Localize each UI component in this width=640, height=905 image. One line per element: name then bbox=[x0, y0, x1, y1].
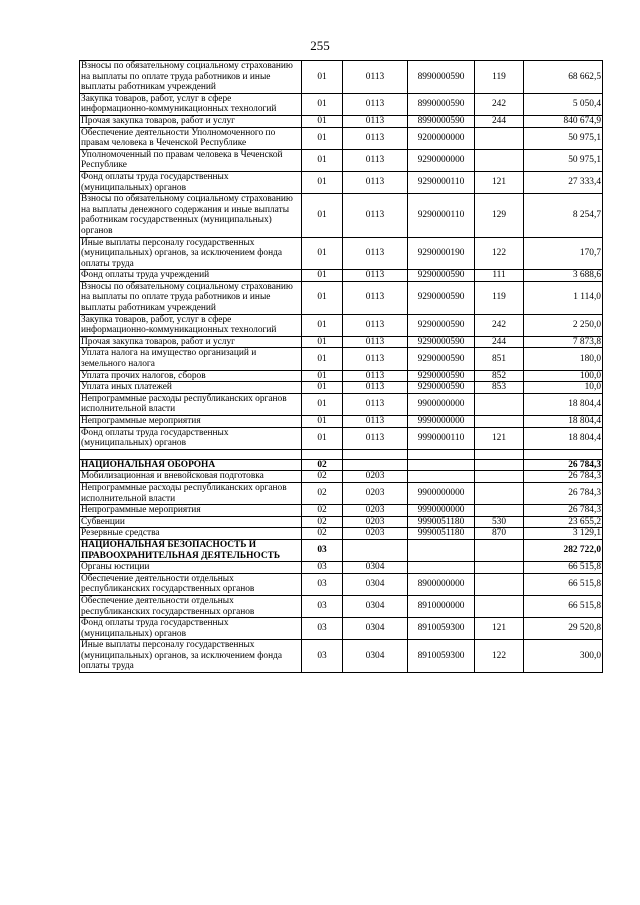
row-name-cell: Мобилизационная и вневойсковая подготовка bbox=[80, 471, 302, 483]
row-target-article-cell: 9290000190 bbox=[408, 237, 475, 270]
row-amount-cell: 1 114,0 bbox=[524, 281, 603, 314]
budget-table bbox=[79, 60, 603, 673]
row-target-article-cell: 9290000590 bbox=[408, 336, 475, 348]
row-amount-cell: 2 250,0 bbox=[524, 314, 603, 336]
row-section-cell: 03 bbox=[302, 618, 343, 640]
row-subsection-cell: 0113 bbox=[343, 61, 408, 94]
row-name-cell: Субвенции bbox=[80, 516, 302, 528]
row-target-article-cell: 9900000000 bbox=[408, 482, 475, 504]
row-section-cell: 02 bbox=[302, 459, 343, 471]
row-target-article-cell bbox=[408, 539, 475, 561]
row-target-article-cell: 8990000590 bbox=[408, 93, 475, 115]
row-target-article-cell bbox=[408, 471, 475, 483]
row-subsection-cell: 0113 bbox=[343, 370, 408, 382]
row-expense-type-cell bbox=[475, 449, 524, 459]
table-row bbox=[80, 482, 603, 504]
row-name-cell: Закупка товаров, работ, услуг в сфере информационно-коммуникационных технологий bbox=[80, 314, 302, 336]
row-target-article-cell bbox=[408, 459, 475, 471]
row-name-cell: Закупка товаров, работ, услуг в сфере информационно-коммуникационных технологий bbox=[80, 93, 302, 115]
row-amount-cell: 50 975,1 bbox=[524, 149, 603, 171]
row-name-cell: Взносы по обязательному социальному страхованию на выплаты денежного содержания и иные выплаты работникам государственных (муниципальных) органов bbox=[80, 194, 302, 237]
row-expense-type-cell bbox=[475, 416, 524, 428]
row-amount-cell: 26 784,3 bbox=[524, 482, 603, 504]
row-amount-cell: 8 254,7 bbox=[524, 194, 603, 237]
table-row bbox=[80, 573, 603, 595]
row-amount-cell: 66 515,8 bbox=[524, 562, 603, 574]
table-row bbox=[80, 505, 603, 517]
row-subsection-cell: 0113 bbox=[343, 237, 408, 270]
row-target-article-cell: 9990051180 bbox=[408, 516, 475, 528]
row-expense-type-cell bbox=[475, 539, 524, 561]
row-subsection-cell bbox=[343, 539, 408, 561]
row-subsection-cell: 0113 bbox=[343, 393, 408, 415]
row-section-cell: 01 bbox=[302, 393, 343, 415]
row-section-cell: 01 bbox=[302, 370, 343, 382]
row-amount-cell: 100,0 bbox=[524, 370, 603, 382]
row-name-cell: Фонд оплаты труда государственных (муниципальных) органов bbox=[80, 618, 302, 640]
row-name-cell: Взносы по обязательному социальному страхованию на выплаты по оплате труда работников и иные выплаты работникам учреждений bbox=[80, 61, 302, 94]
row-amount-cell: 26 784,3 bbox=[524, 505, 603, 517]
row-section-cell: 01 bbox=[302, 314, 343, 336]
table-row bbox=[80, 382, 603, 394]
row-section-cell: 03 bbox=[302, 562, 343, 574]
row-subsection-cell: 0113 bbox=[343, 171, 408, 193]
table-row bbox=[80, 127, 603, 149]
row-section-cell: 01 bbox=[302, 416, 343, 428]
row-expense-type-cell bbox=[475, 127, 524, 149]
row-amount-cell: 68 662,5 bbox=[524, 61, 603, 94]
row-subsection-cell: 0113 bbox=[343, 416, 408, 428]
row-name-cell: Резервные средства bbox=[80, 528, 302, 540]
row-subsection-cell: 0304 bbox=[343, 562, 408, 574]
row-amount-cell: 282 722,0 bbox=[524, 539, 603, 561]
row-name-cell: Иные выплаты персоналу государственных (муниципальных) органов, за исключением фонда оплаты труда bbox=[80, 640, 302, 673]
table-row bbox=[80, 171, 603, 193]
row-name-cell: Обеспечение деятельности отдельных республиканских государственных органов bbox=[80, 573, 302, 595]
row-subsection-cell: 0203 bbox=[343, 528, 408, 540]
row-subsection-cell: 0113 bbox=[343, 382, 408, 394]
row-expense-type-cell bbox=[475, 149, 524, 171]
row-amount-cell: 27 333,4 bbox=[524, 171, 603, 193]
row-expense-type-cell: 119 bbox=[475, 61, 524, 94]
row-subsection-cell: 0113 bbox=[343, 270, 408, 282]
page-number: 255 bbox=[310, 38, 330, 53]
row-section-cell bbox=[302, 449, 343, 459]
row-amount-cell: 3 688,6 bbox=[524, 270, 603, 282]
row-amount-cell: 5 050,4 bbox=[524, 93, 603, 115]
row-expense-type-cell bbox=[475, 595, 524, 617]
row-name-cell: Непрограммные мероприятия bbox=[80, 505, 302, 517]
table-row bbox=[80, 93, 603, 115]
row-target-article-cell: 9290000590 bbox=[408, 270, 475, 282]
row-name-cell: Прочая закупка товаров, работ и услуг bbox=[80, 336, 302, 348]
row-expense-type-cell bbox=[475, 505, 524, 517]
row-target-article-cell bbox=[408, 449, 475, 459]
row-target-article-cell: 8990000590 bbox=[408, 61, 475, 94]
row-expense-type-cell: 121 bbox=[475, 427, 524, 449]
table-row bbox=[80, 281, 603, 314]
row-expense-type-cell: 853 bbox=[475, 382, 524, 394]
row-target-article-cell: 8990000590 bbox=[408, 115, 475, 127]
row-target-article-cell: 8910059300 bbox=[408, 618, 475, 640]
row-section-cell: 01 bbox=[302, 427, 343, 449]
row-expense-type-cell: 852 bbox=[475, 370, 524, 382]
table-row bbox=[80, 516, 603, 528]
row-section-cell: 01 bbox=[302, 93, 343, 115]
row-subsection-cell: 0304 bbox=[343, 595, 408, 617]
row-name-cell: НАЦИОНАЛЬНАЯ ОБОРОНА bbox=[80, 459, 302, 471]
row-section-cell: 03 bbox=[302, 640, 343, 673]
row-name-cell: Обеспечение деятельности отдельных республиканских государственных органов bbox=[80, 595, 302, 617]
row-name-cell: Фонд оплаты труда государственных (муниципальных) органов bbox=[80, 171, 302, 193]
table-row bbox=[80, 416, 603, 428]
row-subsection-cell: 0113 bbox=[343, 115, 408, 127]
row-expense-type-cell: 530 bbox=[475, 516, 524, 528]
table-row bbox=[80, 149, 603, 171]
row-name-cell: Уполномоченный по правам человека в Чеченской Республике bbox=[80, 149, 302, 171]
row-name-cell: Непрограммные расходы республиканских органов исполнительной власти bbox=[80, 482, 302, 504]
row-name-cell: Фонд оплаты труда государственных (муниципальных) органов bbox=[80, 427, 302, 449]
row-section-cell: 03 bbox=[302, 573, 343, 595]
row-target-article-cell: 9990000000 bbox=[408, 505, 475, 517]
row-subsection-cell bbox=[343, 459, 408, 471]
row-section-cell: 01 bbox=[302, 194, 343, 237]
row-name-cell: Обеспечение деятельности Уполномоченного по правам человека в Чеченской Республике bbox=[80, 127, 302, 149]
row-target-article-cell: 9290000110 bbox=[408, 194, 475, 237]
row-subsection-cell: 0304 bbox=[343, 640, 408, 673]
row-amount-cell: 66 515,8 bbox=[524, 573, 603, 595]
row-subsection-cell: 0113 bbox=[343, 427, 408, 449]
row-expense-type-cell bbox=[475, 562, 524, 574]
row-target-article-cell: 9200000000 bbox=[408, 127, 475, 149]
row-subsection-cell: 0203 bbox=[343, 516, 408, 528]
row-amount-cell: 10,0 bbox=[524, 382, 603, 394]
row-section-cell: 01 bbox=[302, 270, 343, 282]
row-target-article-cell: 9290000000 bbox=[408, 149, 475, 171]
row-section-cell: 01 bbox=[302, 348, 343, 370]
table-row bbox=[80, 61, 603, 94]
row-target-article-cell: 9290000590 bbox=[408, 281, 475, 314]
row-expense-type-cell: 129 bbox=[475, 194, 524, 237]
table-row bbox=[80, 471, 603, 483]
row-amount-cell: 18 804,4 bbox=[524, 393, 603, 415]
row-section-cell: 02 bbox=[302, 471, 343, 483]
row-target-article-cell: 9990000110 bbox=[408, 427, 475, 449]
row-amount-cell: 180,0 bbox=[524, 348, 603, 370]
row-section-cell: 01 bbox=[302, 382, 343, 394]
row-target-article-cell: 9290000590 bbox=[408, 348, 475, 370]
row-expense-type-cell: 244 bbox=[475, 336, 524, 348]
row-subsection-cell: 0113 bbox=[343, 281, 408, 314]
row-subsection-cell bbox=[343, 449, 408, 459]
row-amount-cell: 170,7 bbox=[524, 237, 603, 270]
table-row bbox=[80, 595, 603, 617]
row-target-article-cell: 9290000590 bbox=[408, 314, 475, 336]
table-row bbox=[80, 393, 603, 415]
row-name-cell: Органы юстиции bbox=[80, 562, 302, 574]
table-row bbox=[80, 348, 603, 370]
row-target-article-cell: 8910000000 bbox=[408, 595, 475, 617]
row-target-article-cell: 8910059300 bbox=[408, 640, 475, 673]
row-section-cell: 01 bbox=[302, 127, 343, 149]
row-section-cell: 02 bbox=[302, 528, 343, 540]
row-section-cell: 03 bbox=[302, 539, 343, 561]
row-amount-cell: 26 784,3 bbox=[524, 459, 603, 471]
row-section-cell: 01 bbox=[302, 281, 343, 314]
table-row bbox=[80, 370, 603, 382]
row-name-cell: НАЦИОНАЛЬНАЯ БЕЗОПАСНОСТЬ И ПРАВООХРАНИТЕЛЬНАЯ ДЕЯТЕЛЬНОСТЬ bbox=[80, 539, 302, 561]
row-amount-cell: 26 784,3 bbox=[524, 471, 603, 483]
blank-row bbox=[80, 449, 603, 459]
row-expense-type-cell: 244 bbox=[475, 115, 524, 127]
row-section-cell: 02 bbox=[302, 505, 343, 517]
row-target-article-cell: 9900000000 bbox=[408, 393, 475, 415]
row-name-cell: Фонд оплаты труда учреждений bbox=[80, 270, 302, 282]
row-section-cell: 02 bbox=[302, 482, 343, 504]
row-subsection-cell: 0113 bbox=[343, 194, 408, 237]
row-name-cell: Непрограммные расходы республиканских органов исполнительной власти bbox=[80, 393, 302, 415]
row-expense-type-cell bbox=[475, 393, 524, 415]
row-expense-type-cell bbox=[475, 482, 524, 504]
row-expense-type-cell: 111 bbox=[475, 270, 524, 282]
table-row bbox=[80, 618, 603, 640]
row-target-article-cell: 9290000590 bbox=[408, 370, 475, 382]
row-target-article-cell: 9290000110 bbox=[408, 171, 475, 193]
row-expense-type-cell bbox=[475, 573, 524, 595]
row-section-cell: 01 bbox=[302, 336, 343, 348]
row-section-cell: 01 bbox=[302, 61, 343, 94]
row-amount-cell: 23 655,2 bbox=[524, 516, 603, 528]
row-section-cell: 03 bbox=[302, 595, 343, 617]
table-row bbox=[80, 237, 603, 270]
row-amount-cell: 840 674,9 bbox=[524, 115, 603, 127]
row-amount-cell: 18 804,4 bbox=[524, 416, 603, 428]
row-target-article-cell: 9290000590 bbox=[408, 382, 475, 394]
row-subsection-cell: 0203 bbox=[343, 471, 408, 483]
row-expense-type-cell: 122 bbox=[475, 640, 524, 673]
row-expense-type-cell: 122 bbox=[475, 237, 524, 270]
row-target-article-cell bbox=[408, 562, 475, 574]
row-subsection-cell: 0113 bbox=[343, 93, 408, 115]
table-row bbox=[80, 640, 603, 673]
table-row bbox=[80, 270, 603, 282]
row-amount-cell: 50 975,1 bbox=[524, 127, 603, 149]
row-section-cell: 01 bbox=[302, 149, 343, 171]
row-name-cell: Уплата прочих налогов, сборов bbox=[80, 370, 302, 382]
row-subsection-cell: 0304 bbox=[343, 618, 408, 640]
row-expense-type-cell: 121 bbox=[475, 618, 524, 640]
row-expense-type-cell: 870 bbox=[475, 528, 524, 540]
row-expense-type-cell: 851 bbox=[475, 348, 524, 370]
row-name-cell: Прочая закупка товаров, работ и услуг bbox=[80, 115, 302, 127]
row-expense-type-cell bbox=[475, 471, 524, 483]
row-subsection-cell: 0113 bbox=[343, 314, 408, 336]
row-subsection-cell: 0304 bbox=[343, 573, 408, 595]
table-row bbox=[80, 427, 603, 449]
row-subsection-cell: 0113 bbox=[343, 149, 408, 171]
row-expense-type-cell: 119 bbox=[475, 281, 524, 314]
row-section-cell: 01 bbox=[302, 115, 343, 127]
row-subsection-cell: 0113 bbox=[343, 348, 408, 370]
row-section-cell: 01 bbox=[302, 171, 343, 193]
row-name-cell: Взносы по обязательному социальному страхованию на выплаты по оплате труда работников и иные выплаты работникам учреждений bbox=[80, 281, 302, 314]
row-amount-cell bbox=[524, 449, 603, 459]
row-amount-cell: 29 520,8 bbox=[524, 618, 603, 640]
row-subsection-cell: 0113 bbox=[343, 127, 408, 149]
table-row bbox=[80, 314, 603, 336]
row-expense-type-cell bbox=[475, 459, 524, 471]
row-amount-cell: 66 515,8 bbox=[524, 595, 603, 617]
row-name-cell: Непрограммные мероприятия bbox=[80, 416, 302, 428]
table-row bbox=[80, 562, 603, 574]
row-target-article-cell: 9990051180 bbox=[408, 528, 475, 540]
row-name-cell: Иные выплаты персоналу государственных (муниципальных) органов, за исключением фонда оплаты труда bbox=[80, 237, 302, 270]
row-section-cell: 01 bbox=[302, 237, 343, 270]
section-heading-row bbox=[80, 459, 603, 471]
row-amount-cell: 7 873,8 bbox=[524, 336, 603, 348]
row-section-cell: 02 bbox=[302, 516, 343, 528]
row-amount-cell: 3 129,1 bbox=[524, 528, 603, 540]
table-row bbox=[80, 336, 603, 348]
row-expense-type-cell: 121 bbox=[475, 171, 524, 193]
row-expense-type-cell: 242 bbox=[475, 314, 524, 336]
row-amount-cell: 300,0 bbox=[524, 640, 603, 673]
row-target-article-cell: 9990000000 bbox=[408, 416, 475, 428]
section-heading-row bbox=[80, 539, 603, 561]
row-expense-type-cell: 242 bbox=[475, 93, 524, 115]
table-row bbox=[80, 528, 603, 540]
row-amount-cell: 18 804,4 bbox=[524, 427, 603, 449]
row-target-article-cell: 8900000000 bbox=[408, 573, 475, 595]
budget-table-body bbox=[80, 61, 603, 673]
row-name-cell: Уплата иных платежей bbox=[80, 382, 302, 394]
row-subsection-cell: 0203 bbox=[343, 505, 408, 517]
row-subsection-cell: 0113 bbox=[343, 336, 408, 348]
table-row bbox=[80, 194, 603, 237]
row-name-cell bbox=[80, 449, 302, 459]
table-row bbox=[80, 115, 603, 127]
row-subsection-cell: 0203 bbox=[343, 482, 408, 504]
row-name-cell: Уплата налога на имущество организаций и земельного налога bbox=[80, 348, 302, 370]
